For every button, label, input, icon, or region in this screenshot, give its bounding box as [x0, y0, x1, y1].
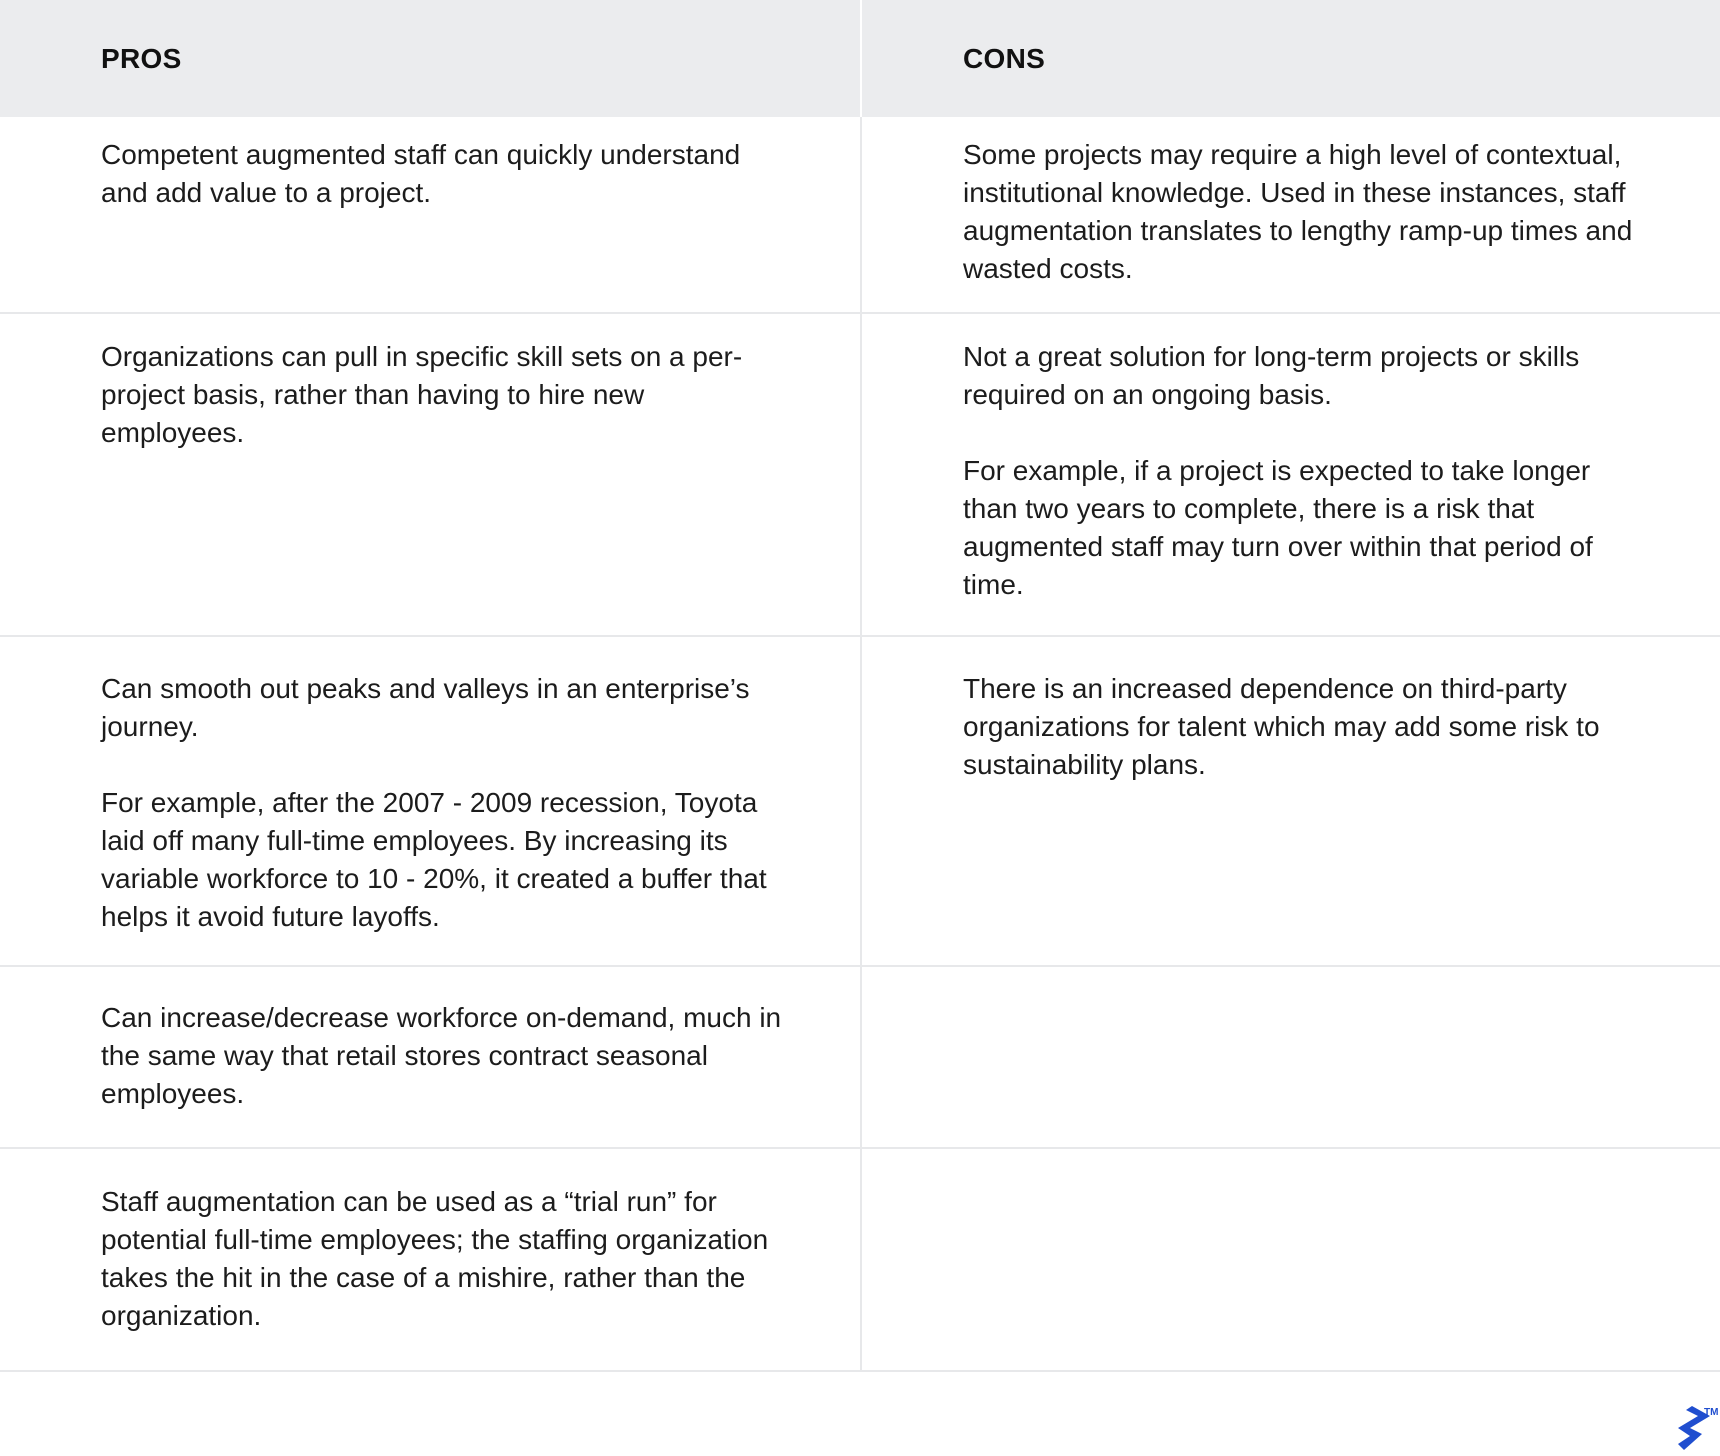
pros-cell [0, 967, 860, 1147]
pros-cell [0, 117, 860, 312]
pros-text: Can increase/decrease workforce on-demand, much in the same way that retail stores contract seasonal employees. [101, 1002, 782, 1109]
pros-header: PROS [101, 42, 182, 74]
table-header [0, 0, 1720, 117]
pros-cell [0, 314, 860, 635]
trademark-label: TM [1704, 1407, 1719, 1418]
cons-cell [860, 314, 1720, 635]
table-row [0, 967, 1720, 1149]
cons-cell [860, 637, 1720, 965]
cons-text: There is an increased dependence on third-party organizations for talent which may add some risk to sustainability plans. [963, 673, 1600, 780]
table-row [0, 1149, 1720, 1372]
cons-text: For example, if a project is expected to take longer than two years to complete, there is a risk that augmented staff may turn over within that period of time. [963, 455, 1593, 600]
cons-header: CONS [860, 0, 1720, 117]
cons-text: Some projects may require a high level of contextual, institutional knowledge. Used in these instances, staff augmentation translates to lengthy ramp-up times and wasted costs. [963, 139, 1633, 284]
cons-cell [860, 117, 1720, 312]
cons-text: Not a great solution for long-term projects or skills required on an ongoing basis. [963, 341, 1580, 410]
table-row [0, 117, 1720, 314]
table-row [0, 637, 1720, 967]
pros-text: For example, after the 2007 - 2009 recession, Toyota laid off many full-time employees. By increasing its variable workforce to 10 - 20%, it created a buffer that helps it avoid future layoffs. [101, 787, 767, 932]
cons-cell-empty [860, 967, 1720, 1147]
pros-text: Staff augmentation can be used as a “trial run” for potential full-time employees; the staffing organization takes the hit in the case of a mishire, rather than the organization. [101, 1186, 769, 1331]
pros-cell [0, 637, 860, 965]
pros-text: Can smooth out peaks and valleys in an enterprise’s journey. [101, 673, 750, 742]
table-row [0, 314, 1720, 637]
pros-text: Organizations can pull in specific skill sets on a per-project basis, rather than having to hire new employees. [101, 341, 743, 448]
cons-cell-empty [860, 1149, 1720, 1370]
pros-text: Competent augmented staff can quickly understand and add value to a project. [101, 139, 741, 208]
pros-cell [0, 1149, 860, 1370]
